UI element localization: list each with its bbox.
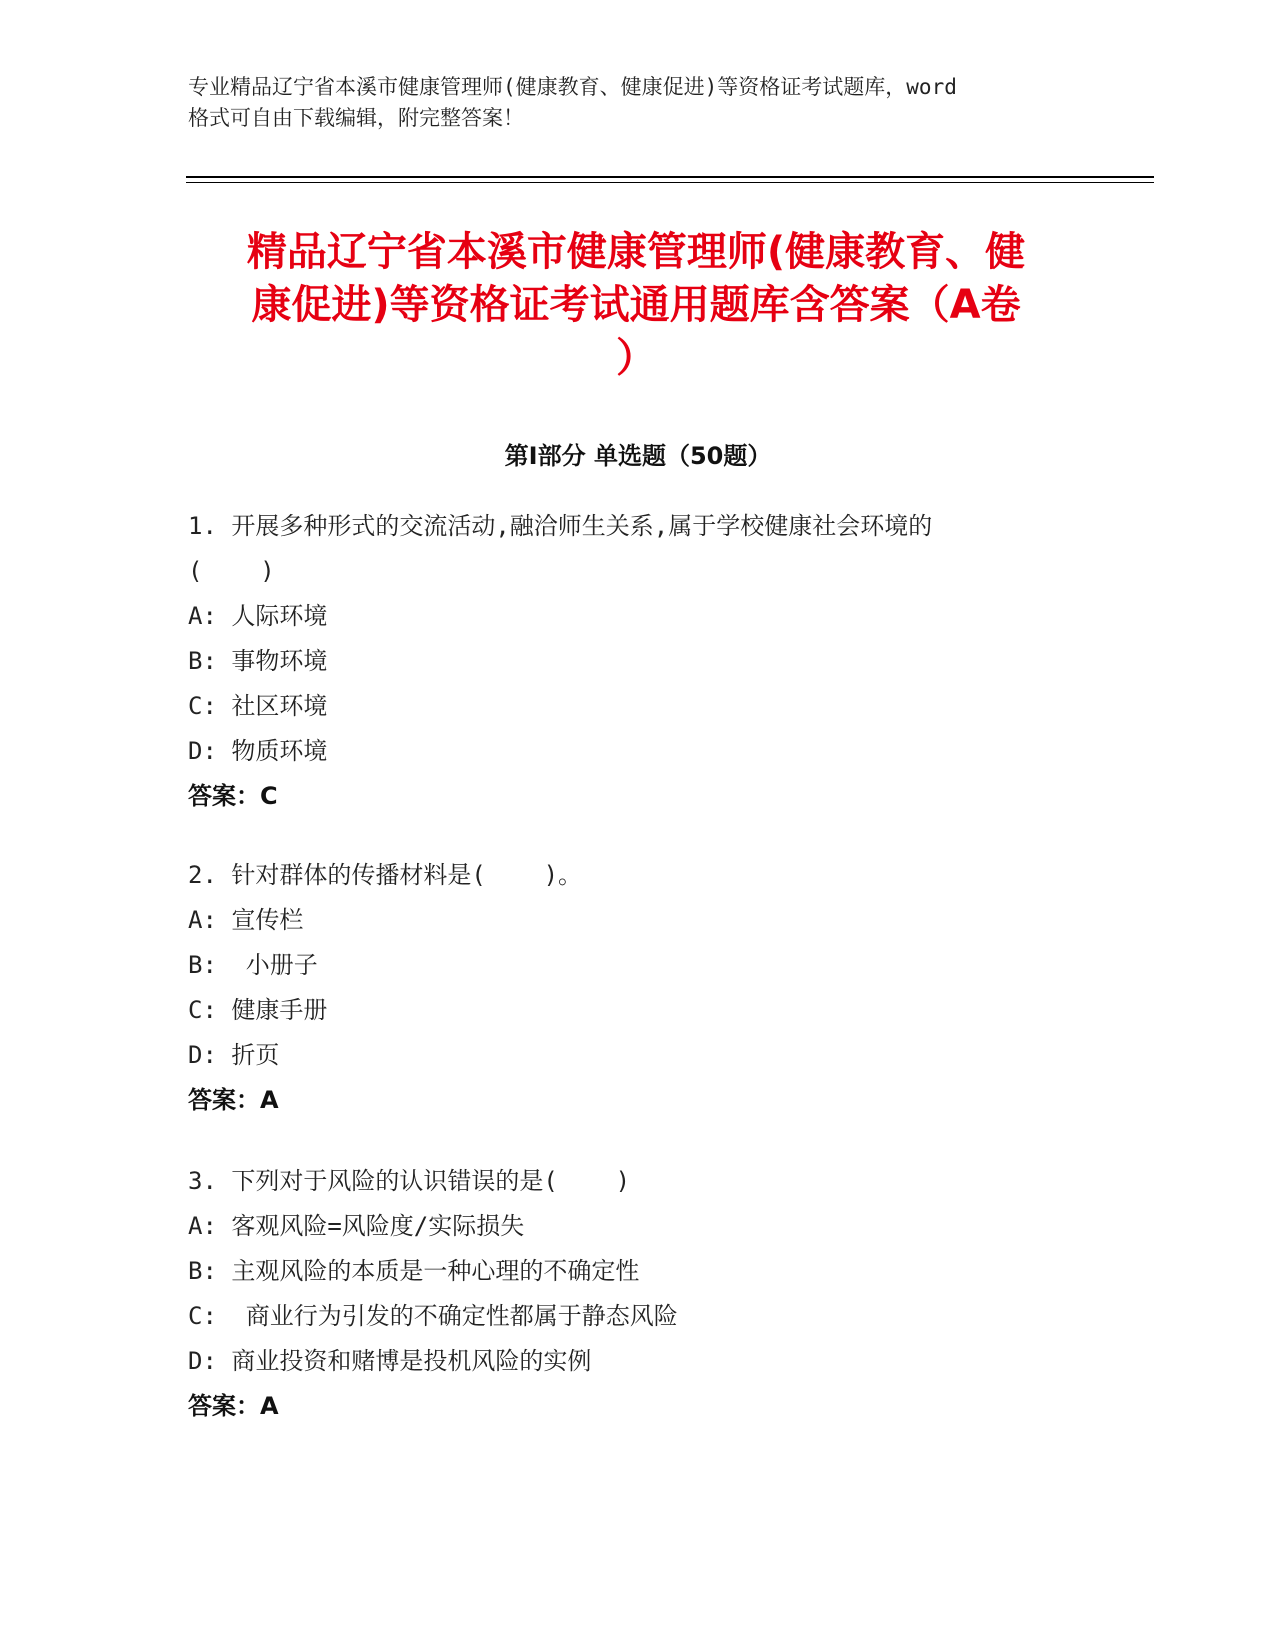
option-c: C: 社区环境	[188, 692, 328, 720]
option-b: B: 主观风险的本质是一种心理的不确定性	[188, 1257, 640, 1285]
question-stem: 3. 下列对于风险的认识错误的是( )	[188, 1167, 631, 1195]
option-a: A: 宣传栏	[188, 906, 304, 934]
header-note	[188, 72, 1088, 134]
option-b: B: 事物环境	[188, 647, 328, 675]
option-c: C: 健康手册	[188, 996, 328, 1024]
option-c: C: 商业行为引发的不确定性都属于静态风险	[188, 1302, 678, 1330]
option-a: A: 人际环境	[188, 602, 328, 630]
option-d: D: 折页	[188, 1041, 280, 1069]
title-line: 精品辽宁省本溪市健康管理师(健康教育、健	[246, 229, 1026, 275]
title-line: ）	[616, 335, 656, 381]
option-b: B: 小册子	[188, 951, 318, 979]
answer-line: 答案：C	[188, 782, 278, 810]
question-stem: 2. 针对群体的传播材料是( )。	[188, 861, 583, 889]
answer-line: 答案：A	[188, 1086, 279, 1114]
option-d: D: 商业投资和赌博是投机风险的实例	[188, 1347, 592, 1375]
question-stem: 1. 开展多种形式的交流活动,融洽师生关系,属于学校健康社会环境的	[188, 512, 933, 540]
header-divider	[186, 176, 1154, 178]
question-item	[188, 1159, 1088, 1429]
question-item	[188, 504, 1088, 819]
header-note-line: 格式可自由下载编辑，附完整答案！	[188, 106, 524, 130]
header-divider	[186, 182, 1154, 183]
section-title: 第Ⅰ部分 单选题（50题）	[504, 442, 772, 470]
answer-line: 答案：A	[188, 1392, 279, 1420]
question-stem: ( )	[188, 557, 275, 585]
option-a: A: 客观风险=风险度/实际损失	[188, 1212, 525, 1240]
title-line: 康促进)等资格证考试通用题库含答案（A卷	[251, 282, 1021, 328]
document-title	[186, 226, 1086, 385]
question-item	[188, 853, 1088, 1123]
option-d: D: 物质环境	[188, 737, 328, 765]
header-note-line: 专业精品辽宁省本溪市健康管理师(健康教育、健康促进)等资格证考试题库，word	[188, 75, 957, 99]
